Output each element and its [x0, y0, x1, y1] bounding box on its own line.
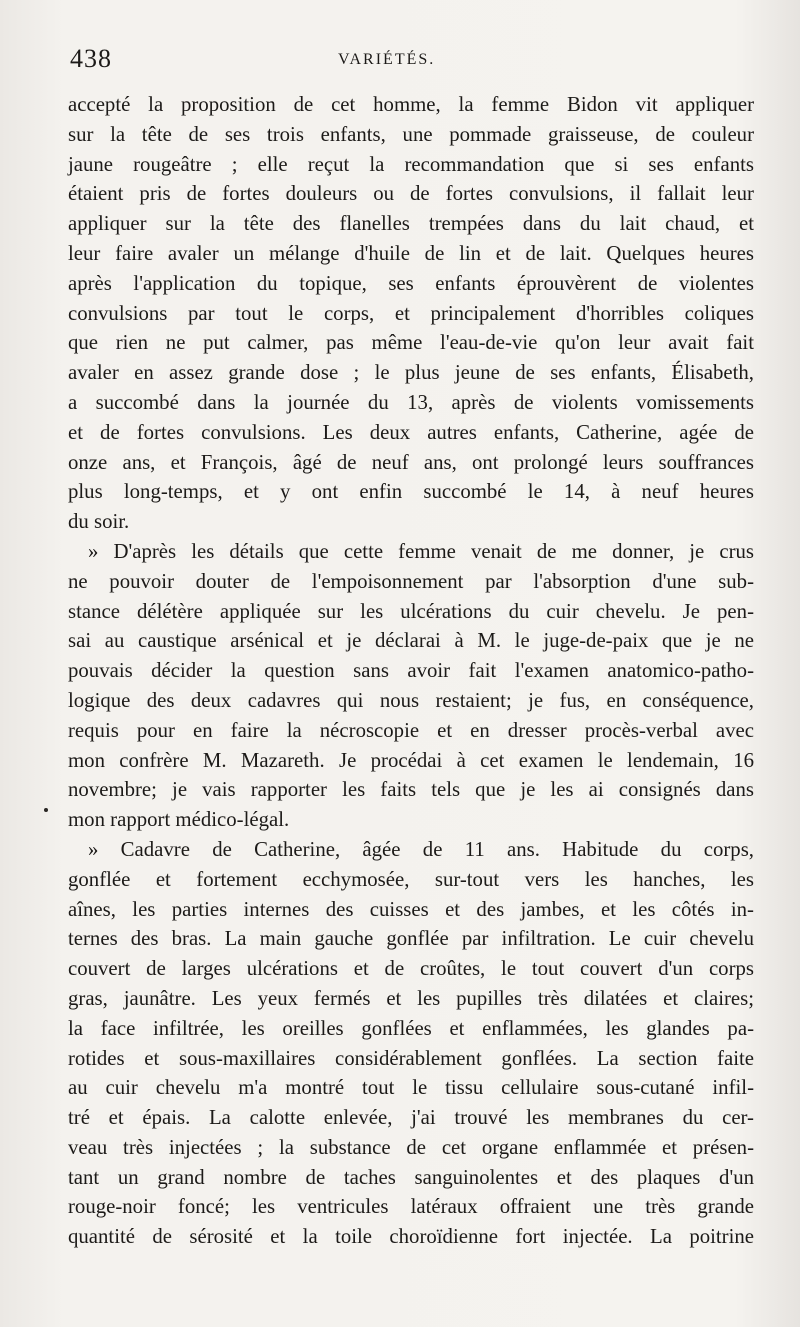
margin-mark: [44, 808, 48, 812]
text-line: gonflée et fortement ecchymosée, sur-tout vers les hanches, les: [68, 867, 754, 891]
text-line: et de fortes convulsions. Les deux autres enfants, Catherine, agée de: [68, 420, 754, 444]
text-line: appliquer sur la tête des flanelles trempées dans du lait chaud, et: [68, 212, 754, 236]
text-line: au cuir chevelu m'a montré tout le tissu cellulaire sous-cutané infil-: [68, 1076, 754, 1100]
text-line: » D'après les détails que cette femme venait de me donner, je crus: [88, 539, 754, 563]
text-line: tré et épais. La calotte enlevée, j'ai trouvé les membranes du cer-: [68, 1106, 754, 1130]
running-head: [70, 44, 760, 80]
text-line: avaler en assez grande dose ; le plus jeune de ses enfants, Élisabeth,: [68, 361, 754, 385]
text-line: stance délétère appliquée sur les ulcérations du cuir chevelu. Je pen-: [68, 599, 754, 623]
text-line: couvert de larges ulcérations et de croûtes, le tout couvert d'un corps: [68, 957, 754, 981]
text-line: sur la tête de ses trois enfants, une pommade graisseuse, de couleur: [68, 122, 754, 146]
text-line: la face infiltrée, les oreilles gonflées et enflammées, les glandes pa-: [68, 1016, 754, 1040]
text-line: leur faire avaler un mélange d'huile de lin et de lait. Quelques heures: [68, 241, 754, 265]
text-line: requis pour en faire la nécroscopie et en dresser procès-verbal avec: [68, 718, 754, 742]
text-line: » Cadavre de Catherine, âgée de 11 ans. Habitude du corps,: [88, 837, 754, 861]
text-line: ne pouvoir douter de l'empoisonnement par l'absorption d'une sub-: [68, 569, 754, 593]
text-line: plus long-temps, et y ont enfin succombé le 14, à neuf heures: [68, 480, 754, 504]
page-number: 438: [70, 44, 112, 73]
text-line: du soir.: [68, 510, 130, 534]
text-line: gras, jaunâtre. Les yeux fermés et les pupilles très dilatées et claires;: [68, 986, 754, 1010]
text-line: rotides et sous-maxillaires considérablement gonflées. La section faite: [68, 1046, 754, 1070]
text-line: ternes des bras. La main gauche gonflée par infiltration. Le cuir chevelu: [68, 927, 754, 951]
text-line: quantité de sérosité et la toile choroïdienne fort injectée. La poitrine: [68, 1225, 754, 1249]
text-line: novembre; je vais rapporter les faits tels que je les ai consignés dans: [68, 778, 754, 802]
text-line: sai au caustique arsénical et je déclarai à M. le juge-de-paix que je ne: [68, 629, 754, 653]
body-text: [68, 90, 754, 1252]
text-line: logique des deux cadavres qui nous restaient; je fus, en conséquence,: [68, 688, 754, 712]
text-line: après l'application du topique, ses enfants éprouvèrent de violentes: [68, 271, 754, 295]
text-line: mon rapport médico-légal.: [68, 808, 290, 832]
text-line: aînes, les parties internes des cuisses et des jambes, et les côtés in-: [68, 897, 754, 921]
text-line: mon confrère M. Mazareth. Je procédai à cet examen le lendemain, 16: [68, 748, 754, 772]
running-title: VARIÉTÉS.: [338, 51, 436, 68]
text-line: tant un grand nombre de taches sanguinolentes et des plaques d'un: [68, 1165, 754, 1189]
text-line: veau très injectées ; la substance de cet organe enflammée et présen-: [68, 1135, 754, 1159]
text-line: onze ans, et François, âgé de neuf ans, ont prolongé leurs souffrances: [68, 450, 754, 474]
text-line: convulsions par tout le corps, et principalement d'horribles coliques: [68, 301, 754, 325]
text-line: accepté la proposition de cet homme, la femme Bidon vit appliquer: [68, 93, 754, 116]
text-line: que rien ne put calmer, pas même l'eau-de-vie qu'on leur avait fait: [68, 331, 754, 355]
text-line: a succombé dans la journée du 13, après de violents vomissements: [68, 390, 754, 414]
text-line: rouge-noir foncé; les ventricules latéraux offraient une très grande: [68, 1195, 754, 1219]
text-line: pouvais décider la question sans avoir fait l'examen anatomico-patho-: [68, 659, 754, 683]
text-line: étaient pris de fortes douleurs ou de fortes convulsions, il fallait leur: [68, 182, 754, 206]
text-line: jaune rougeâtre ; elle reçut la recommandation que si ses enfants: [68, 152, 754, 176]
